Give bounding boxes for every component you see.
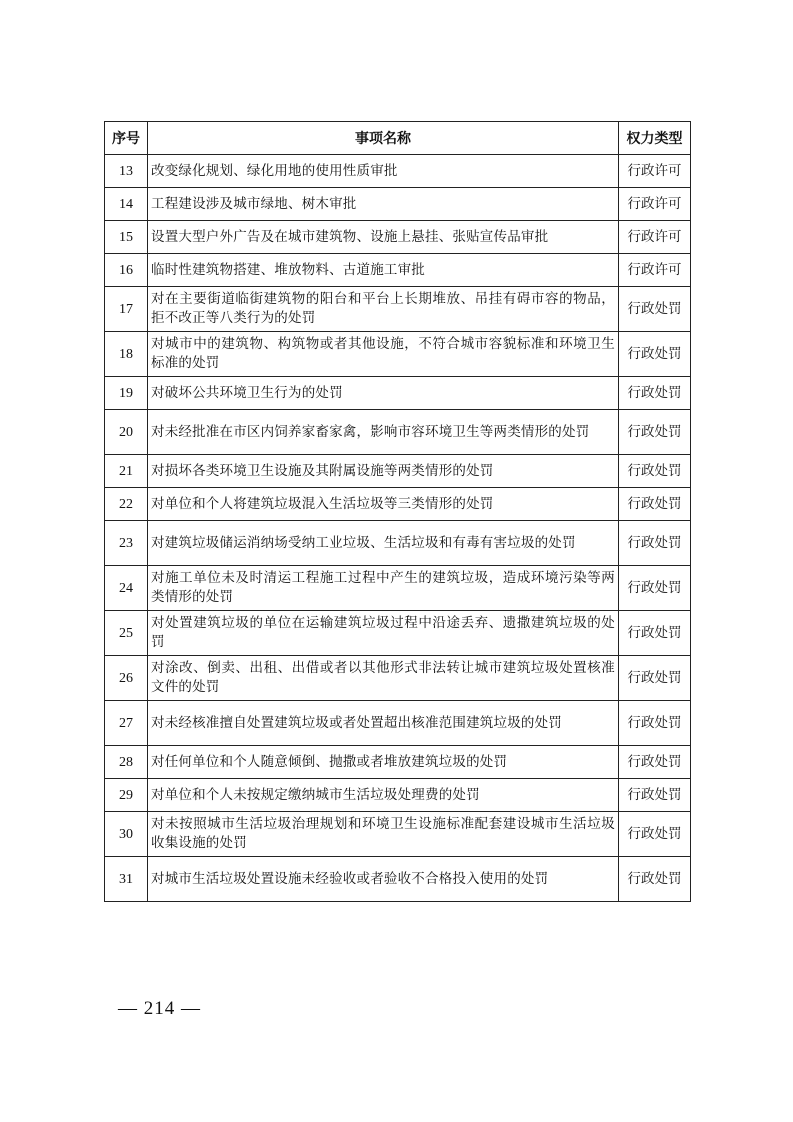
- row-power-type: 行政处罚: [619, 410, 691, 455]
- row-item-name: 对单位和个人未按规定缴纳城市生活垃圾处理费的处罚: [148, 779, 619, 812]
- row-serial-number: 20: [105, 410, 148, 455]
- table-row: [105, 455, 691, 488]
- header-power-type: 权力类型: [619, 122, 691, 155]
- row-power-type: 行政处罚: [619, 611, 691, 656]
- header-serial-number: 序号: [105, 122, 148, 155]
- table-row: [105, 332, 691, 377]
- row-item-name: 对涂改、倒卖、出租、出借或者以其他形式非法转让城市建筑垃圾处置核准文件的处罚: [148, 656, 619, 701]
- row-serial-number: 17: [105, 287, 148, 332]
- row-serial-number: 22: [105, 488, 148, 521]
- row-serial-number: 16: [105, 254, 148, 287]
- row-item-name: 对处置建筑垃圾的单位在运输建筑垃圾过程中沿途丢弃、遗撒建筑垃圾的处罚: [148, 611, 619, 656]
- row-power-type: 行政处罚: [619, 857, 691, 902]
- header-item-name: 事项名称: [148, 122, 619, 155]
- row-item-name: 对任何单位和个人随意倾倒、抛撒或者堆放建筑垃圾的处罚: [148, 746, 619, 779]
- row-item-name: 对在主要街道临街建筑物的阳台和平台上长期堆放、吊挂有碍市容的物品，拒不改正等八类行为的处罚: [148, 287, 619, 332]
- row-item-name: 对施工单位未及时清运工程施工过程中产生的建筑垃圾，造成环境污染等两类情形的处罚: [148, 566, 619, 611]
- row-item-name: 对未经核准擅自处置建筑垃圾或者处置超出核准范围建筑垃圾的处罚: [148, 701, 619, 746]
- row-item-name: 设置大型户外广告及在城市建筑物、设施上悬挂、张贴宣传品审批: [148, 221, 619, 254]
- row-power-type: 行政处罚: [619, 488, 691, 521]
- row-power-type: 行政处罚: [619, 701, 691, 746]
- row-serial-number: 13: [105, 155, 148, 188]
- table-row: [105, 857, 691, 902]
- row-serial-number: 26: [105, 656, 148, 701]
- table-row: [105, 188, 691, 221]
- row-power-type: 行政许可: [619, 188, 691, 221]
- row-item-name: 改变绿化规划、绿化用地的使用性质审批: [148, 155, 619, 188]
- row-serial-number: 19: [105, 377, 148, 410]
- row-power-type: 行政处罚: [619, 566, 691, 611]
- row-item-name: 工程建设涉及城市绿地、树木审批: [148, 188, 619, 221]
- row-serial-number: 29: [105, 779, 148, 812]
- row-item-name: 对破坏公共环境卫生行为的处罚: [148, 377, 619, 410]
- page-number: — 214 —: [118, 998, 201, 1019]
- row-power-type: 行政许可: [619, 221, 691, 254]
- row-power-type: 行政处罚: [619, 779, 691, 812]
- row-serial-number: 15: [105, 221, 148, 254]
- row-serial-number: 23: [105, 521, 148, 566]
- table-header-row: [105, 122, 691, 155]
- row-serial-number: 25: [105, 611, 148, 656]
- row-item-name: 对未经批准在市区内饲养家畜家禽，影响市容环境卫生等两类情形的处罚: [148, 410, 619, 455]
- row-serial-number: 30: [105, 812, 148, 857]
- row-power-type: 行政处罚: [619, 287, 691, 332]
- table-row: [105, 746, 691, 779]
- table-row: [105, 488, 691, 521]
- table-row: [105, 377, 691, 410]
- power-list-table-container: [104, 121, 690, 902]
- row-power-type: 行政许可: [619, 254, 691, 287]
- row-serial-number: 31: [105, 857, 148, 902]
- row-item-name: 对城市生活垃圾处置设施未经验收或者验收不合格投入使用的处罚: [148, 857, 619, 902]
- row-serial-number: 28: [105, 746, 148, 779]
- row-serial-number: 14: [105, 188, 148, 221]
- row-power-type: 行政处罚: [619, 746, 691, 779]
- row-item-name: 临时性建筑物搭建、堆放物料、古道施工审批: [148, 254, 619, 287]
- table-row: [105, 701, 691, 746]
- row-power-type: 行政许可: [619, 155, 691, 188]
- table-row: [105, 656, 691, 701]
- table-row: [105, 812, 691, 857]
- row-serial-number: 24: [105, 566, 148, 611]
- row-serial-number: 27: [105, 701, 148, 746]
- row-power-type: 行政处罚: [619, 521, 691, 566]
- row-item-name: 对未按照城市生活垃圾治理规划和环境卫生设施标准配套建设城市生活垃圾收集设施的处罚: [148, 812, 619, 857]
- table-row: [105, 521, 691, 566]
- table-row: [105, 155, 691, 188]
- row-item-name: 对建筑垃圾储运消纳场受纳工业垃圾、生活垃圾和有毒有害垃圾的处罚: [148, 521, 619, 566]
- row-item-name: 对单位和个人将建筑垃圾混入生活垃圾等三类情形的处罚: [148, 488, 619, 521]
- row-power-type: 行政处罚: [619, 455, 691, 488]
- row-item-name: 对城市中的建筑物、构筑物或者其他设施，不符合城市容貌标准和环境卫生标准的处罚: [148, 332, 619, 377]
- row-power-type: 行政处罚: [619, 656, 691, 701]
- table-row: [105, 287, 691, 332]
- table-row: [105, 779, 691, 812]
- table-row: [105, 566, 691, 611]
- table-row: [105, 254, 691, 287]
- row-item-name: 对损坏各类环境卫生设施及其附属设施等两类情形的处罚: [148, 455, 619, 488]
- table-row: [105, 410, 691, 455]
- power-list-table: [104, 121, 691, 902]
- row-serial-number: 18: [105, 332, 148, 377]
- row-power-type: 行政处罚: [619, 377, 691, 410]
- row-serial-number: 21: [105, 455, 148, 488]
- table-row: [105, 611, 691, 656]
- table-row: [105, 221, 691, 254]
- row-power-type: 行政处罚: [619, 332, 691, 377]
- row-power-type: 行政处罚: [619, 812, 691, 857]
